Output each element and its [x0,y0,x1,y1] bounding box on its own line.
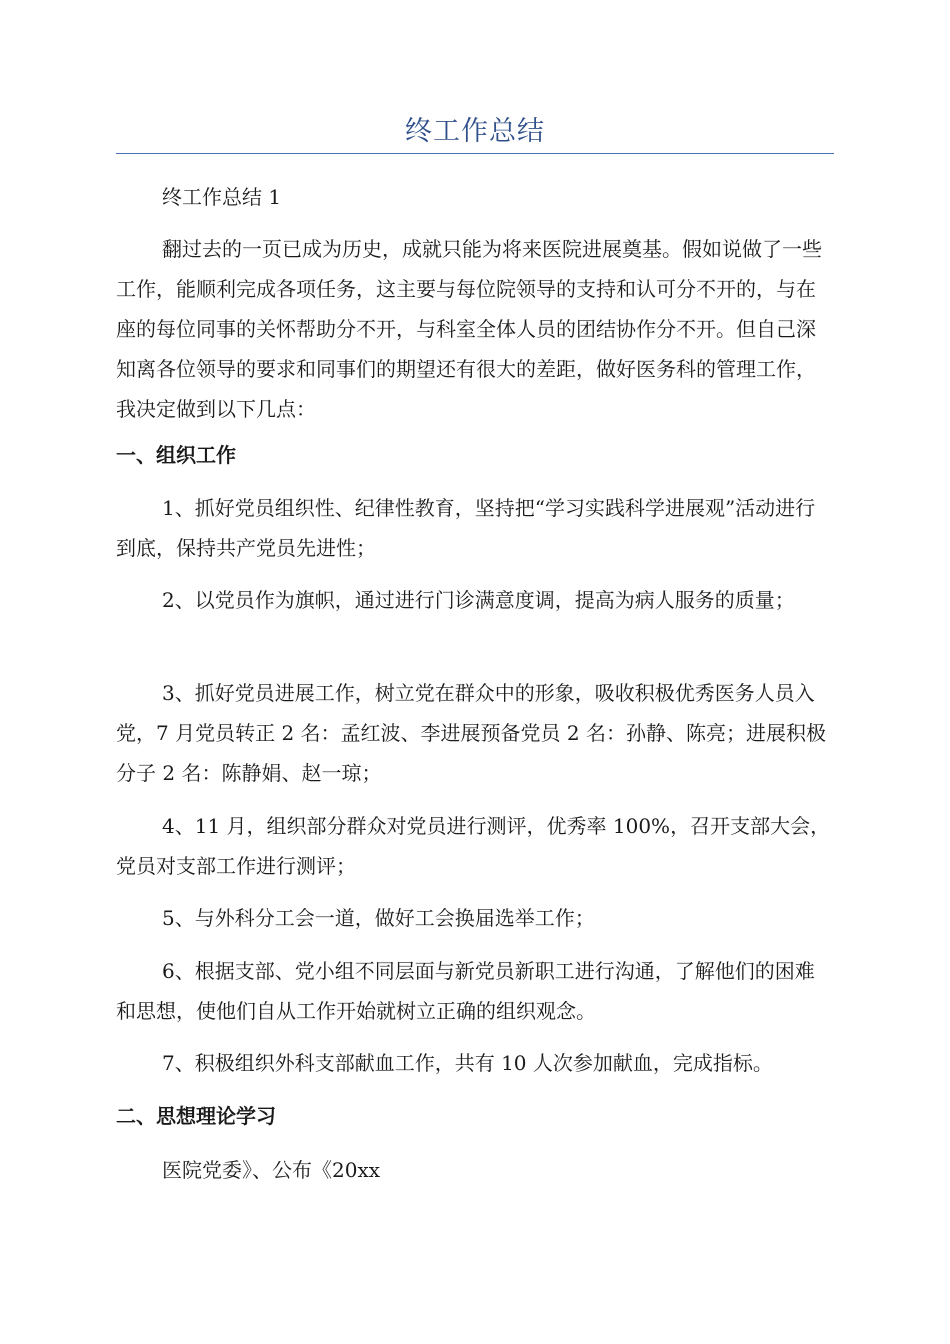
section2-paragraph: 医院党委》、公布《20xx [162,1158,381,1182]
list-item-2: 2、以党员作为旗帜，通过进行门诊满意度调，提高为病人服务的质量； [162,588,795,612]
section-heading-theory: 二、思想理论学习 [116,1104,276,1128]
list-item-6: 6、根据支部、党小组不同层面与新党员新职工进行沟通，了解他们的困难和思想，使他们自从工作开始就树立正确的组织观念。 [116,959,815,1023]
document-title: 终工作总结 [405,116,545,147]
list-item-1: 1、抓好党员组织性、纪律性教育，坚持把“学习实践科学进展观”活动进行到底，保持共产党员先进性； [116,496,816,560]
list-item-3: 3、抓好党员进展工作，树立党在群众中的形象，吸收积极优秀医务人员入党，7 月党员转正 2 名：孟红波、李进展预备党员 2 名：孙静、陈亮；进展积极分子 2 名：陈静娟、赵一琼； [116,681,826,785]
list-item-7: 7、积极组织外科支部献血工作，共有 10 人次参加献血，完成指标。 [162,1051,773,1075]
intro-paragraph: 翻过去的一页已成为历史，成就只能为将来医院进展奠基。假如说做了一些工作，能顺利完成各项任务，这主要与每位院领导的支持和认可分不开的，与在座的每位同事的关怀帮助分不开，与科室全体人员的团结协作分不开。但自己深知离各位领导的要求和同事们的期望还有很大的差距，做好医务科的管理工作，我决定做到以下几点： [116,237,822,421]
list-item-5: 5、与外科分工会一道，做好工会换届选举工作； [162,906,595,930]
title-underline [116,153,834,154]
section-heading-organization: 一、组织工作 [116,443,236,467]
document-subtitle: 终工作总结 1 [162,185,282,209]
list-item-4: 4、11 月，组织部分群众对党员进行测评，优秀率 100%，召开支部大会，党员对支部工作进行测评； [116,814,831,878]
